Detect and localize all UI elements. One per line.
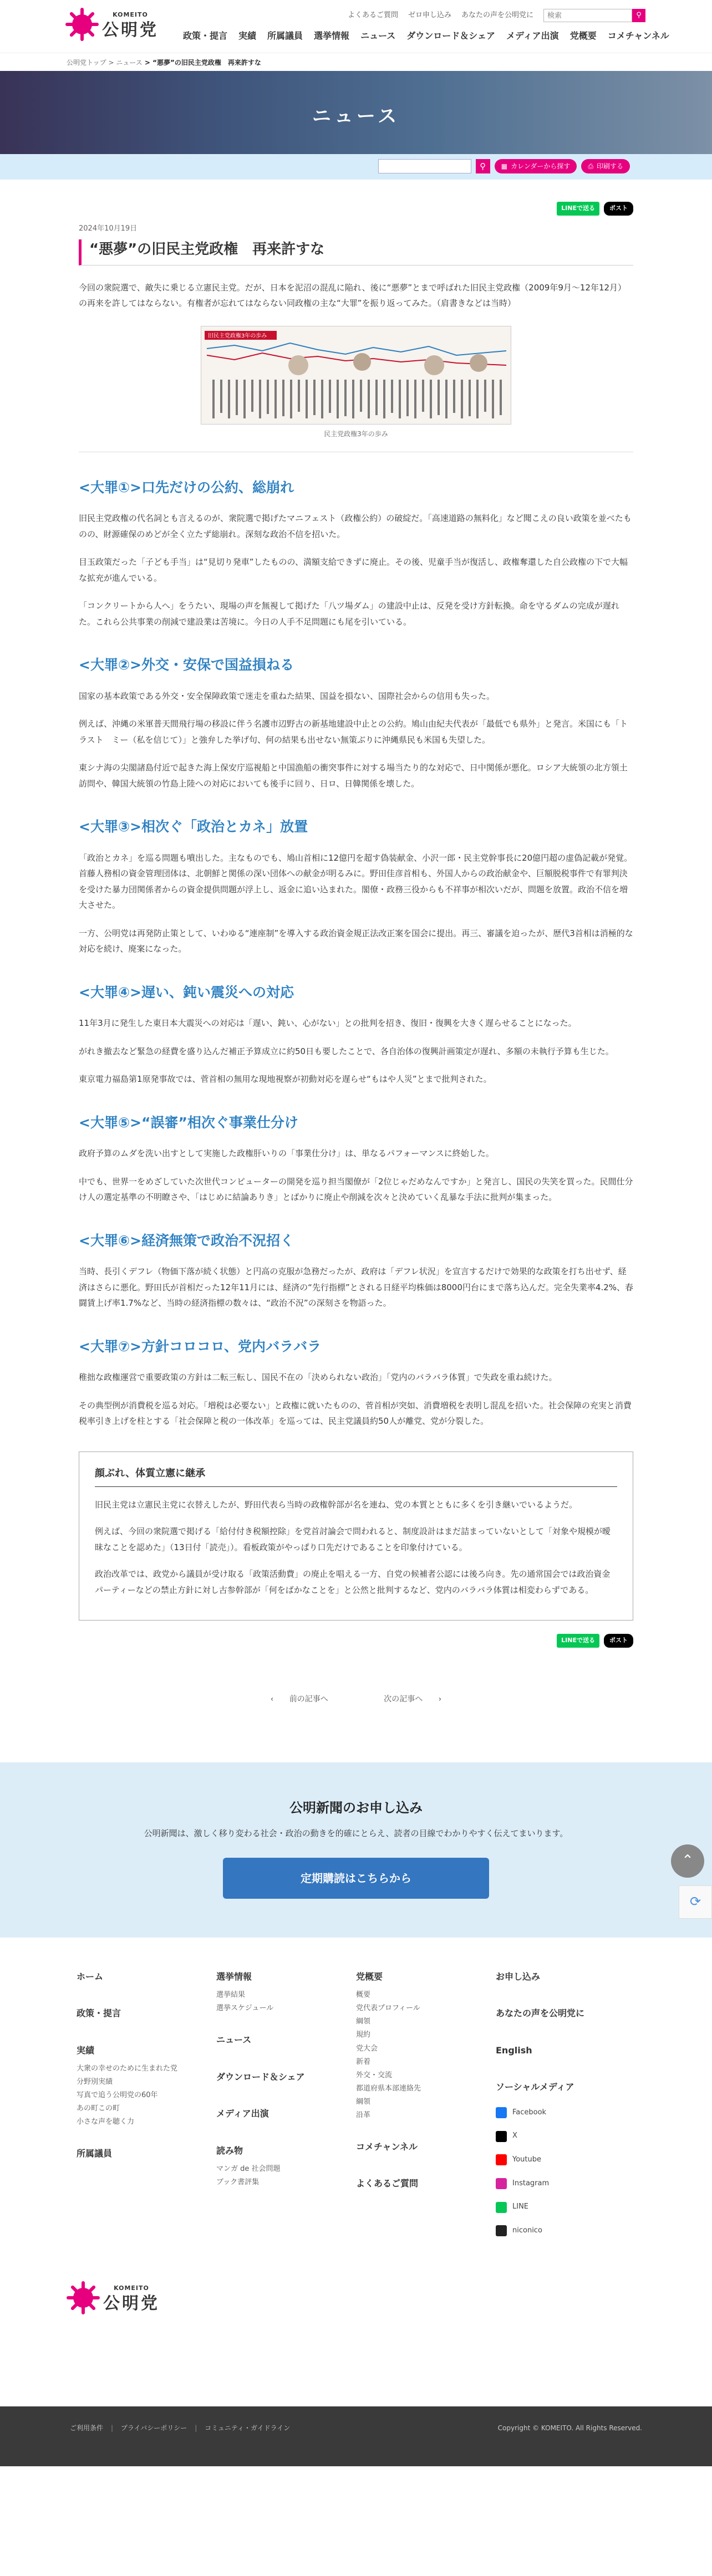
nav-channel[interactable]: コメチャンネル (607, 30, 669, 41)
footer-social-x[interactable] (496, 2129, 635, 2143)
site-footer (0, 1938, 712, 2406)
line-share-button[interactable]: LINEで送る (557, 1634, 599, 1648)
header-search (543, 9, 645, 22)
sidebar-box (79, 1451, 633, 1621)
nav-news[interactable]: ニュース (360, 30, 396, 41)
niconico-icon (496, 2225, 507, 2236)
nav-achievements[interactable]: 実績 (238, 30, 257, 41)
figure-banner: 旧民主党政権3年の歩み (208, 333, 267, 339)
social-label: Youtube (512, 2155, 541, 2164)
calendar-button[interactable] (495, 159, 577, 173)
box-paragraph: 政治改革では、政党から議員が受け取る「政策活動費」の廃止を唱える一方、自党の候補者公認には後ろ向き。先の通常国会では政治資金パーティーなどの禁止方針に対し古参幹部が「何をばかなことを」と公然と批判するなど、党内のバラバラ体質は相変わらずである。 (95, 1569, 611, 1595)
news-toolbar (0, 154, 712, 180)
sun-logo-icon (65, 8, 99, 41)
social-label: Instagram (512, 2179, 550, 2187)
calendar-button-label: カレンダーから探す (511, 162, 571, 170)
article-date: 2024年10月19日 (79, 224, 138, 233)
nav-media[interactable]: メディア出演 (506, 30, 559, 41)
footer-link-home[interactable]: ホーム (77, 1971, 104, 1982)
footer-sublink[interactable]: 選挙スケジュール (216, 2004, 274, 2013)
article-lead: 今回の衆院選で、敵失に乗じる立憲民主党。だが、日本を泥沼の混乱に陥れ、後に“悪夢”とまで呼ばれた旧民主党政権（2009年9月〜12年12月）の再来を許してはならない。有権者が忘れてはならない同政権の主な“大罪”を振り返ってみた。（肩書きなどは当時） (79, 282, 627, 309)
footer-link-faq[interactable]: よくあるご質問 (356, 2178, 419, 2189)
sun-logo-icon (67, 2281, 100, 2314)
youtube-icon (496, 2154, 507, 2165)
section-7-paragraph: その典型例が消費税を巡る対応。「増税は必要ない」と政権に就いたものの、菅首相が突如、消費増税を表明し混乱を招いた。社会保障の充実と消費税率引き上げを柱とする「社会保障と税の一体改革」を巡っては、民主党議員約50人が離党、党が分裂した。 (79, 1400, 632, 1427)
section-7-paragraph: 稚拙な政権運営で重要政策の方針は二転三転し、国民不在の「決められない政治」「党内のバラバラ体質」で失政を重ね続けた。 (79, 1372, 557, 1383)
social-label: LINE (512, 2202, 529, 2211)
subscribe-title: 公明新聞のお申し込み (289, 1800, 423, 1816)
social-label: X (512, 2132, 517, 2140)
footer-sublink[interactable]: ブック書評集 (216, 2178, 260, 2187)
prev-article-link[interactable]: ‹ 前の記事へ (270, 1695, 328, 1704)
footer-sublink[interactable]: 沿革 (356, 2110, 371, 2119)
footer-terms-link[interactable]: ご利用条件 (70, 2424, 104, 2432)
search-icon[interactable]: ⚲ (476, 159, 490, 173)
breadcrumb-news[interactable]: > ニュース (106, 59, 143, 67)
section-1-paragraph: 目玉政策だった「子ども手当」は“見切り発車”したものの、満額支給できずに廃止。その後、児童手当が復活し、政権奪還した自公政権の下で大幅な拡充が進んでいる。 (79, 557, 628, 583)
footer-sublink[interactable]: 都道府県本部連絡先 (356, 2084, 421, 2093)
section-heading-2: <大罪②>外交・安保で国益損ねる (79, 657, 294, 673)
footer-sublink[interactable]: 外交・交流 (356, 2071, 393, 2079)
print-button-label: 印刷する (596, 162, 623, 170)
footer-link-channel[interactable]: コメチャンネル (356, 2141, 418, 2152)
nav-download[interactable]: ダウンロード＆シェア (406, 30, 495, 41)
footer-sublink[interactable]: あの町この町 (77, 2104, 120, 2113)
site-header (0, 0, 712, 53)
section-4-paragraph: 11年3月に発生した東日本大震災への対応は「遅い、鈍い、心がない」との批判を招き、復旧・復興を大きく遅らせることになった。 (79, 1018, 577, 1029)
footer-link-reading[interactable]: 読み物 (216, 2145, 243, 2156)
section-1-paragraph: 「コンクリートから人へ」をうたい、現場の声を無視して掲げた「八ツ場ダム」の建設中止は、反発を受け方針転換。命を守るダムの完成が遅れた。これら公共事業の削減で建設業は苦境に。今日の人手不足問題にも尾を引いている。 (79, 601, 619, 627)
section-heading-4: <大罪④>遅い、鈍い震災への対応 (79, 984, 294, 1000)
hero-banner (0, 71, 712, 154)
section-heading-1: <大罪①>口先だけの公約、総崩れ (79, 479, 294, 495)
section-2-paragraph: 例えば、沖縄の米軍普天間飛行場の移設に伴う名護市辺野古の新基地建設中止との公約。鳩山由紀夫代表が「最低でも県外」と発言。米国にも「トラスト ミー（私を信じて）」と強弁した挙げ句、何の結果も出せない無策ぶりに沖縄県民も米国も失望した。 (79, 719, 628, 745)
copyright-text: Copyright © KOMEITO. All Rights Reserved. (497, 2424, 642, 2432)
share-buttons-bottom (79, 1634, 633, 1648)
section-2-paragraph: 東シナ海の尖閣諸島付近で起きた海上保安庁巡視船と中国漁船の衝突事件に対する場当たり的な対応で、日中関係が悪化。ロシア大統領の北方領土訪問や、韓国大統領の竹島上陸への対応においても後手に回り、日ロ、日韓関係を壊した。 (79, 763, 628, 789)
logo-big-text: 公明党 (103, 2293, 160, 2313)
footer-link-policy[interactable]: 政策・提言 (77, 2008, 121, 2019)
utility-link-apply[interactable]: ゼロ申し込み (408, 11, 451, 19)
article-pager (79, 1692, 633, 1707)
facebook-icon (496, 2107, 507, 2118)
article-figure (201, 326, 511, 441)
social-label: niconico (512, 2226, 542, 2235)
footer-link-news[interactable]: ニュース (216, 2035, 252, 2046)
share-buttons (79, 202, 633, 216)
footer-social-facebook[interactable] (496, 2106, 635, 2120)
subscribe-section (0, 1762, 712, 1938)
section-4-paragraph: がれき撤去など緊急の経費を盛り込んだ補正予算成立に約50日も要したことで、各自治体の復興計画策定が遅れ、多額の未執行予算も生じた。 (79, 1046, 614, 1056)
footer-sublink[interactable]: 概要 (356, 1991, 371, 2000)
x-icon (496, 2131, 507, 2142)
section-5-paragraph: 中でも、世界一をめざしていた次世代コンピューターの開発を巡り担当閣僚が「2位じゃだめなんですか」と発言し、国民の失笑を買った。民間仕分け人の選定基準の不明瞭さや、「はじめに結論ありき」とばかりに廃止や削減を次々と決めていく乱暴な手法に批判が集まった。 (79, 1176, 633, 1203)
footer-sublink[interactable]: 党大会 (356, 2044, 378, 2053)
section-4-paragraph: 東京電力福島第1原発事故では、菅首相の無用な現地視察が初動対応を遅らせ“もはや人災”とまで批判された。 (79, 1074, 492, 1085)
line-icon (496, 2202, 507, 2213)
section-heading-7: <大罪⑦>方針コロコロ、党内バラバラ (79, 1338, 322, 1355)
search-icon[interactable]: ⚲ (632, 9, 645, 22)
nav-about[interactable]: 党概要 (569, 30, 597, 41)
instagram-icon (496, 2178, 507, 2189)
nav-election[interactable]: 選挙情報 (314, 30, 350, 41)
footer-social-line[interactable] (496, 2200, 635, 2214)
footer-social-youtube[interactable] (496, 2153, 635, 2167)
box-paragraph: 旧民主党は立憲民主党に衣替えしたが、野田代表ら当時の政権幹部が名を連ね、党の本質とともに多くを引き継いでいるようだ。 (95, 1499, 578, 1510)
breadcrumb-home[interactable]: 公明党トップ (67, 59, 106, 67)
footer-col-1 (77, 1969, 216, 2248)
subscribe-text: 公明新聞は、激しく移り変わる社会・政治の動きを的確にとらえ、読者の目線でわかりやすく伝えてまいります。 (144, 1828, 568, 1838)
section-5-paragraph: 政府予算のムダを洗い出すとして実施した政権肝いりの「事業仕分け」は、単なるパフォーマンスに終始した。 (79, 1148, 494, 1159)
news-search-input[interactable] (378, 159, 471, 173)
section-heading-6: <大罪⑥>経済無策で政治不況招く (79, 1232, 294, 1249)
section-1-paragraph: 旧民主党政権の代名詞とも言えるのが、衆院選で掲げたマニフェスト（政権公約）の破綻だ。「高速道路の無料化」など聞こえの良い政策を並べたものの、財源確保のめどが全く立たず総崩れ。深刻な政治不信を招いた。 (79, 513, 632, 539)
footer-sublink[interactable]: 新着 (356, 2057, 371, 2066)
footer-link-english[interactable]: English (496, 2045, 532, 2056)
utility-link-faq[interactable]: よくあるご質問 (347, 11, 398, 19)
footer-col-3 (356, 1969, 496, 2248)
footer-sublink[interactable]: 分野別実績 (77, 2078, 113, 2087)
footer-sublink[interactable]: 大衆の幸せのために生まれた党 (77, 2064, 178, 2073)
section-6-paragraph: 当時、長引くデフレ（物価下落が続く状態）と円高の克服が急務だったが、政府は「デフレ状況」を宣言するだけで効果的な政策を打ち出せず、経済はさらに悪化。野田氏が首相だった12年11月には、経済の“先行指標”とされる日経平均株価は8000円台にまで落ち込んだ。完全失業率4.2%、春闘賃上げ率1.7%など、当時の経済指標の数々は、“政治不況”の深刻さを物語った。 (79, 1266, 634, 1309)
footer-link-members[interactable]: 所属議員 (77, 2148, 113, 2159)
page-top-icon[interactable]: ⌃ (671, 1844, 704, 1878)
x-post-button[interactable]: ポスト (604, 1634, 633, 1648)
breadcrumb-current: > “悪夢”の旧民主党政権 再来許すな (143, 59, 261, 67)
line-share-button[interactable]: LINEで送る (557, 202, 599, 216)
breadcrumb (0, 53, 712, 71)
footer-sublink[interactable]: 写真で追う公明党の60年 (77, 2091, 158, 2100)
print-icon: ⎙ (588, 162, 593, 170)
section-3-paragraph: 一方、公明党は再発防止策として、いわゆる“連座制”を導入する政治資金規正法改正案を国会に提出。再三、審議を迫ったが、歴代3首相は消極的な対応を続け、廃案になった。 (79, 928, 633, 954)
nav-members[interactable]: 所属議員 (267, 30, 303, 41)
footer-social-niconico[interactable] (496, 2224, 635, 2238)
footer-link-download[interactable]: ダウンロード＆シェア (216, 2071, 305, 2082)
footer-sublink[interactable]: 選挙結果 (216, 1991, 246, 2000)
utility-link-voice[interactable]: あなたの声を公明党に (461, 11, 533, 19)
footer-link-achievements[interactable]: 実績 (77, 2045, 95, 2056)
next-article-link[interactable]: 次の記事へ › (384, 1695, 442, 1704)
figure-caption: 民主党政権3年の歩み (324, 430, 388, 438)
footer-link-apply[interactable]: お申し込み (496, 1971, 541, 1982)
footer-sublink[interactable]: 規約 (356, 2031, 371, 2040)
timeline-image (201, 326, 511, 425)
logo-small-text: KOMEITO (113, 11, 148, 19)
site-logo[interactable] (65, 8, 159, 41)
footer-sublink[interactable]: 小さな声を聴く力 (77, 2118, 135, 2127)
next-article-label: 次の記事へ (384, 1695, 423, 1704)
footer-privacy-link[interactable]: | プライバシーポリシー (111, 2422, 187, 2435)
utility-links (348, 9, 645, 23)
box-heading: 顔ぶれ、体質立憲に継承 (95, 1464, 617, 1487)
footer-link-election[interactable]: 選挙情報 (216, 1971, 252, 1982)
footer-sublink[interactable]: 党代表プロフィール (356, 2004, 420, 2013)
copyright-bar (0, 2406, 712, 2466)
logo-small-text: KOMEITO (114, 2284, 149, 2292)
footer-link-media[interactable]: メディア出演 (216, 2108, 269, 2119)
footer-social-instagram[interactable] (496, 2177, 635, 2191)
footer-col-2 (216, 1969, 356, 2248)
section-2-paragraph: 国家の基本政策である外交・安全保障政策で迷走を重ねた結果、国益を損ない、国際社会からの信用も失った。 (79, 691, 495, 701)
print-button[interactable] (581, 159, 630, 173)
hero-title: ニュース (312, 105, 400, 127)
article (79, 180, 633, 1707)
footer-sublink[interactable]: 綱領 (356, 2097, 371, 2106)
prev-article-label: 前の記事へ (289, 1695, 328, 1704)
footer-sublink[interactable]: 綱領 (356, 2017, 371, 2026)
calendar-icon: ▦ (501, 162, 508, 170)
nav-policy[interactable]: 政策・提言 (183, 30, 228, 41)
section-3-paragraph: 「政治とカネ」を巡る問題も噴出した。主なものでも、鳩山首相に12億円を超す偽装献金、小沢一郎・民主党幹事長に20億円超の虚偽記載が発覚。首藤人務相の資金管理団体は、北朝鮮と関係の深い団体への献金が明るみに。野田佳彦首相も、外国人からの政治献金や、巨額脱税事件で有罪判決を受けた暴力団関係者からの資金提供問題が浮上し、返金に追い込まれた。閣僚・政務三役からも不祥事が相次いだが、問題を放置。政治不信を増大させた。 (79, 852, 633, 911)
header-search-input[interactable] (543, 9, 632, 22)
footer-col-4 (496, 1969, 635, 2248)
footer-link-voice[interactable]: あなたの声を公明党に (496, 2008, 585, 2019)
logo-big-text: 公明党 (102, 20, 159, 40)
social-label: Facebook (512, 2108, 547, 2117)
footer-social-heading: ソーシャルメディア (496, 2082, 574, 2093)
subscribe-button[interactable]: 定期購読はこちらから (223, 1858, 489, 1899)
article-title: “悪夢”の旧民主党政権 再来許すな (79, 239, 633, 265)
footer-guideline-link[interactable]: | コミュニティ・ガイドライン (195, 2422, 290, 2435)
section-heading-3: <大罪③>相次ぐ「政治とカネ」放置 (79, 819, 308, 835)
recaptcha-icon: ⟳ (679, 1885, 712, 1919)
box-paragraph: 例えば、今回の衆院選で掲げる「給付付き税額控除」を党首討論会で問われると、制度設計はまだ詰まっていないとして「対象や規模が曖昧なことを認めた」（13日付「読売」）。看板政策がやっぱり口先だけであることを印象付けている。 (95, 1526, 611, 1552)
x-post-button[interactable]: ポスト (604, 202, 633, 216)
section-heading-5: <大罪⑤>“誤審”相次ぐ事業仕分け (79, 1114, 298, 1131)
footer-sublink[interactable]: マンガ de 社会問題 (216, 2164, 281, 2173)
global-nav (183, 28, 669, 44)
footer-logo[interactable] (67, 2281, 160, 2314)
footer-link-about[interactable]: 党概要 (356, 1971, 383, 1982)
